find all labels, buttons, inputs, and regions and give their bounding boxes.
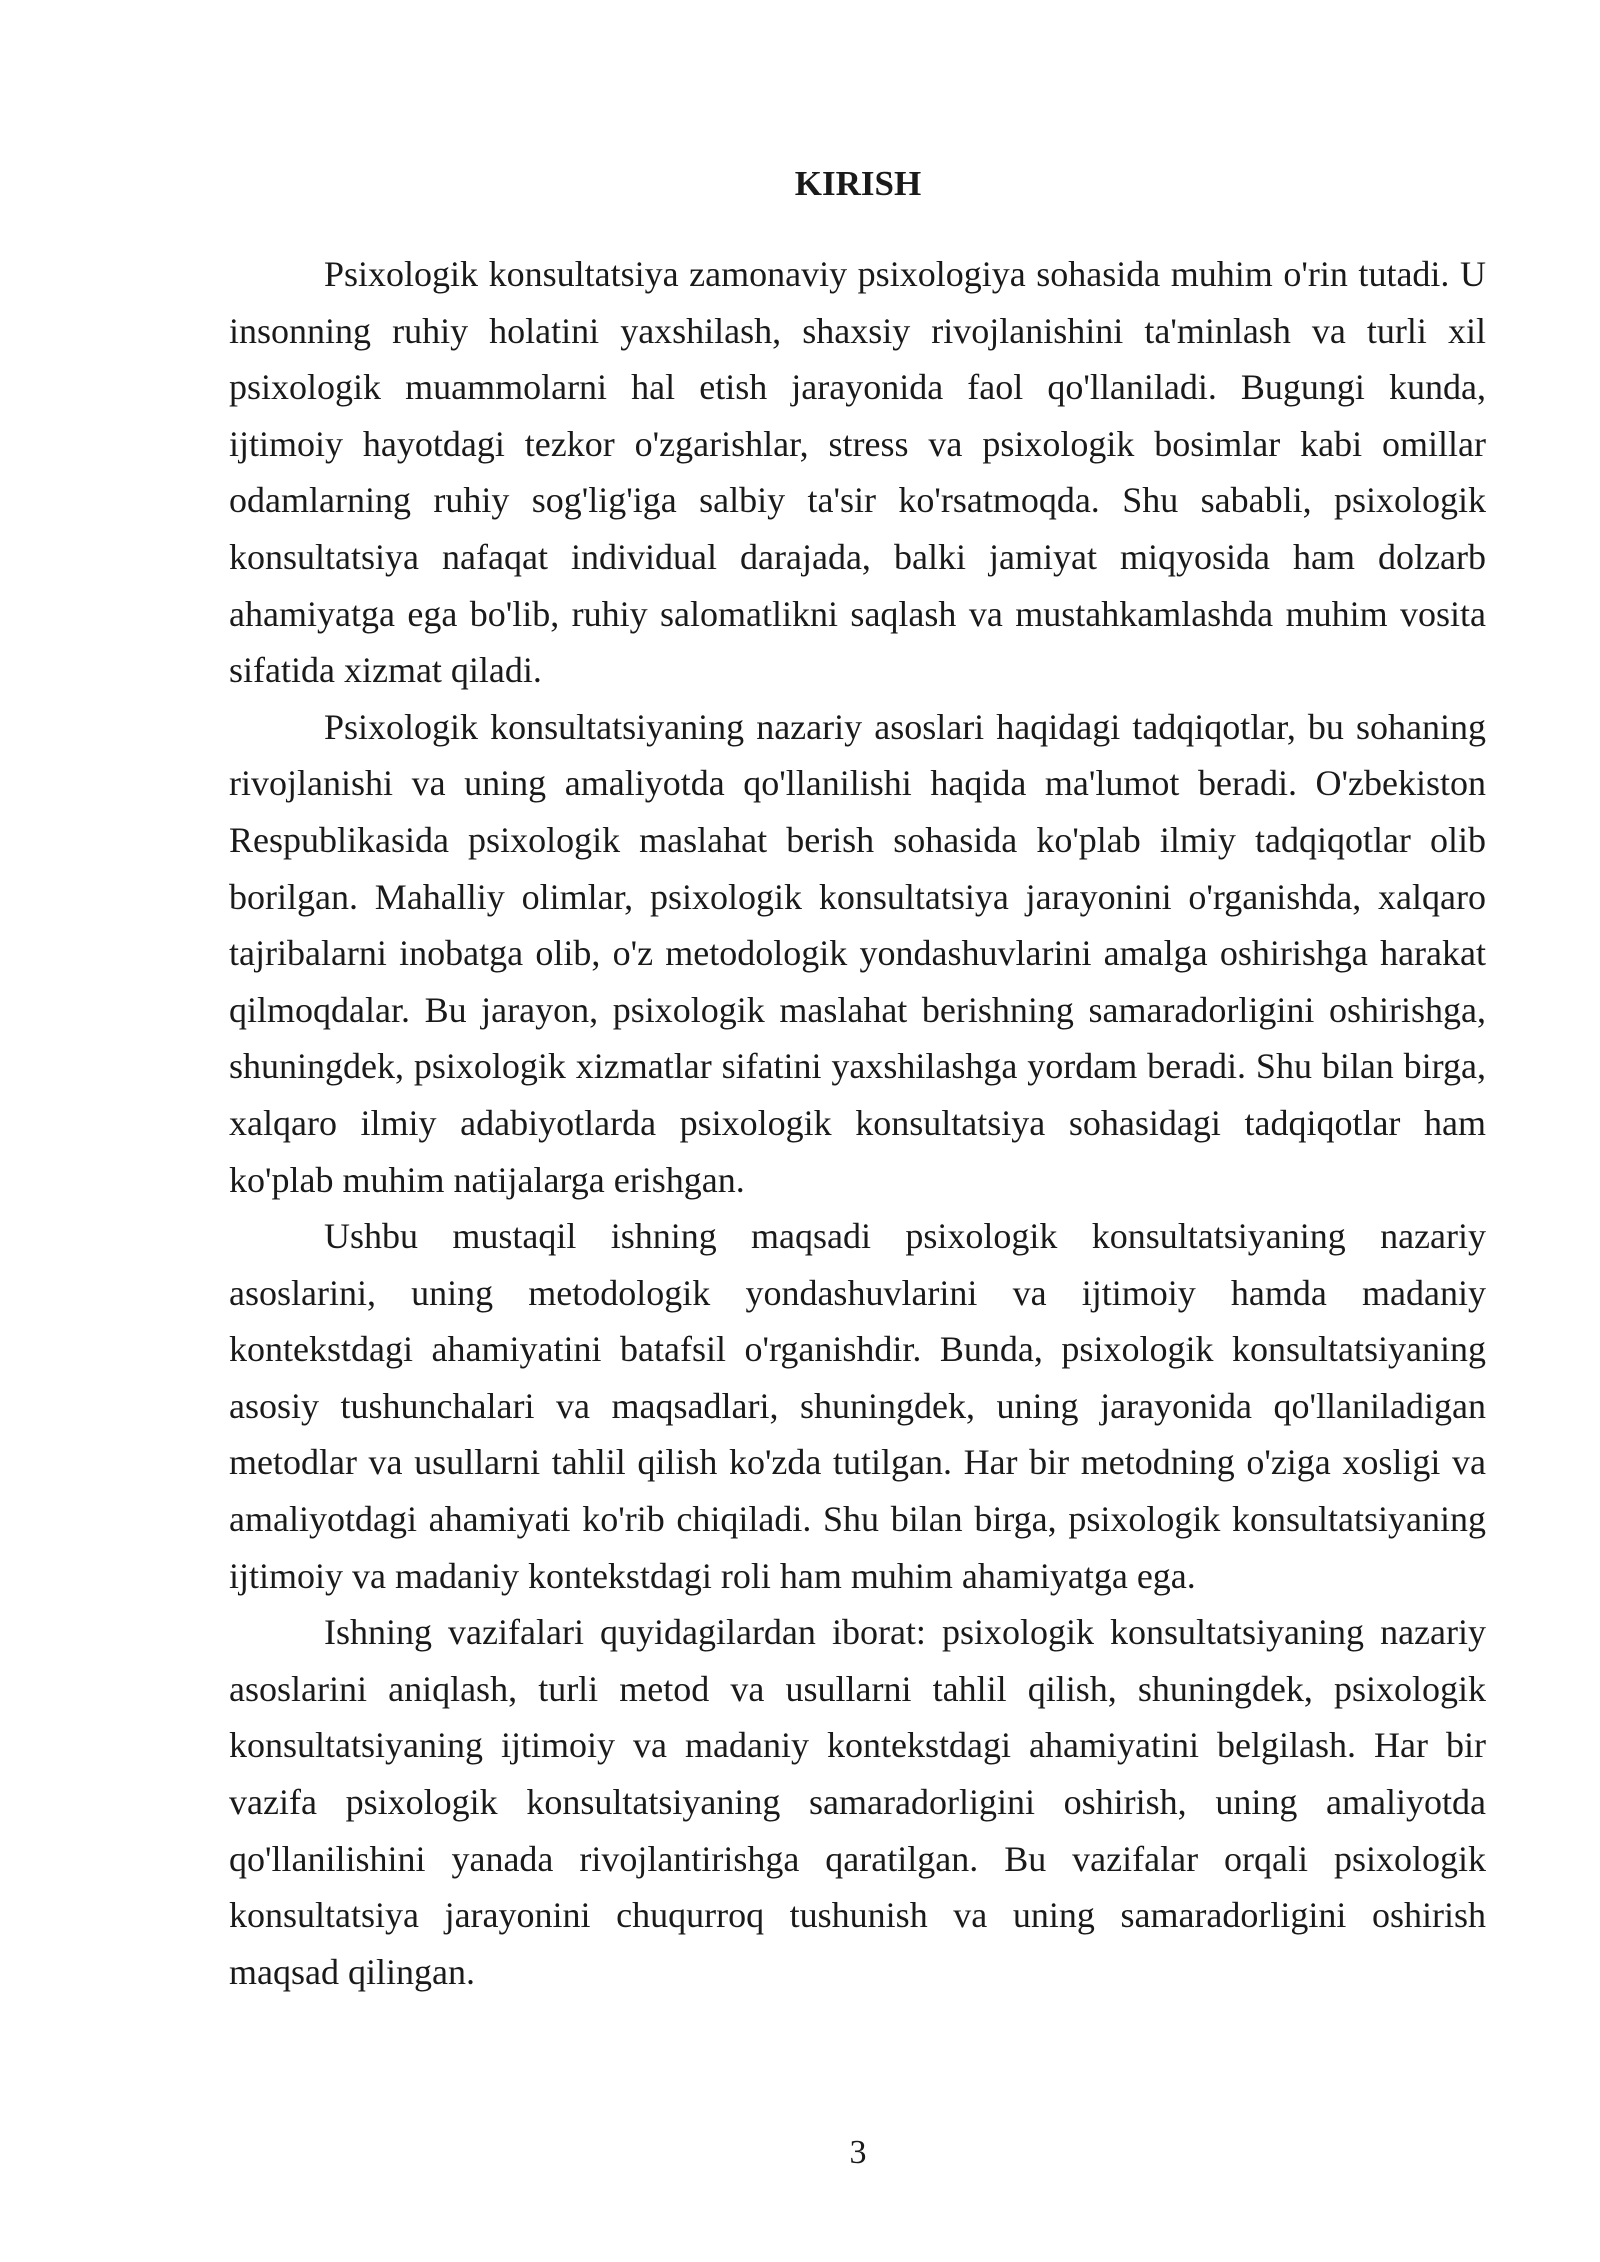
paragraph-1: Psixologik konsultatsiya zamonaviy psixologiya sohasida muhim o'rin tutadi. U insonning ruhiy holatini yaxshilash, shaxsiy rivojlanishini ta'minlash va turli xil psixologik muammolarni hal etish jarayonida faol qo'llaniladi. Bugungi kunda, ijtimoiy hayotdagi tezkor o'zgarishlar, stress va psixologik bosimlar kabi omillar odamlarning ruhiy sog'lig'iga salbiy ta'sir ko'rsatmoqda. Shu sababli, psixologik konsultatsiya nafaqat individual darajada, balki jamiyat miqyosida ham dolzarb ahamiyatga ega bo'lib, ruhiy salomatlikni saqlash va mustahkamlashda muhim vosita sifatida xizmat qiladi. <box>229 254 1486 691</box>
page-title: KIRISH <box>794 164 922 203</box>
paragraph-4: Ishning vazifalari quyidagilardan iborat: psixologik konsultatsiyaning nazariy asoslarini aniqlash, turli metod va usullarni tahlil qilish, shuningdek, psixologik konsultatsiyaning ijtimoiy va madaniy kontekstdagi ahamiyatini belgilash. Har bir vazifa psixologik konsultatsiyaning samaradorligini oshirish, uning amaliyotda qo'llanilishini yanada rivojlantirishga qaratilgan. Bu vazifalar orqali psixologik konsultatsiya jarayonini chuqurroq tushunish va uning samaradorligini oshirish maqsad qilingan. <box>229 1612 1486 1992</box>
paragraph-2: Psixologik konsultatsiyaning nazariy asoslari haqidagi tadqiqotlar, bu sohaning rivojlanishi va uning amaliyotda qo'llanilishi haqida ma'lumot beradi. O'zbekiston Respublikasida psixologik maslahat berish sohasida ko'plab ilmiy tadqiqotlar olib borilgan. Mahalliy olimlar, psixologik konsultatsiya jarayonini o'rganishda, xalqaro tajribalarni inobatga olib, o'z metodologik yondashuvlarini amalga oshirishga harakat qilmoqdalar. Bu jarayon, psixologik maslahat berishning samaradorligini oshirishga, shuningdek, psixologik xizmatlar sifatini yaxshilashga yordam beradi. Shu bilan birga, xalqaro ilmiy adabiyotlarda psixologik konsultatsiya sohasidagi tadqiqotlar ham ko'plab muhim natijalarga erishgan. <box>229 706 1486 1200</box>
paragraph-3: Ushbu mustaqil ishning maqsadi psixologik konsultatsiyaning nazariy asoslarini, uning metodologik yondashuvlarini va ijtimoiy hamda madaniy kontekstdagi ahamiyatini batafsil o'rganishdir. Bunda, psixologik konsultatsiyaning asosiy tushunchalari va maqsadlari, shuningdek, uning jarayonida qo'llaniladigan metodlar va usullarni tahlil qilish ko'zda tutilgan. Har bir metodning o'ziga xosligi va amaliyotdagi ahamiyati ko'rib chiqiladi. Shu bilan birga, psixologik konsultatsiyaning ijtimoiy va madaniy kontekstdagi roli ham muhim ahamiyatga ega. <box>229 1216 1486 1596</box>
body-text <box>229 246 1486 2000</box>
page-number: 3 <box>849 2134 867 2171</box>
